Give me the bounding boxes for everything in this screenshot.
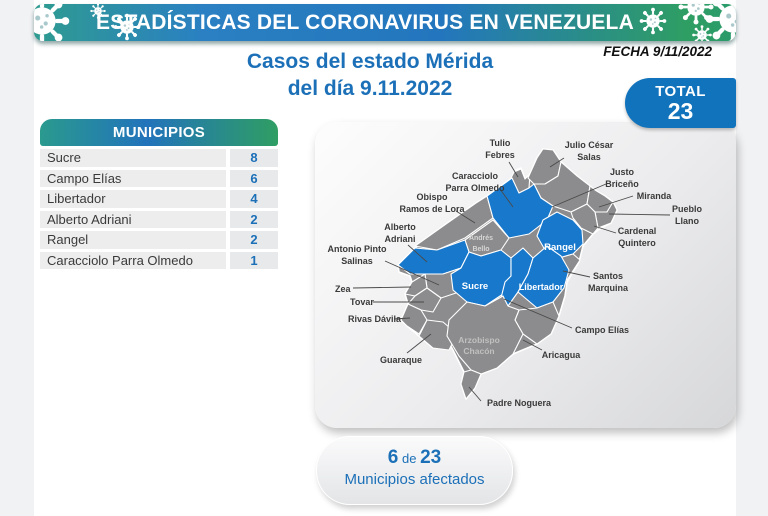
region-label-libertador: Libertador [518,282,564,292]
municipio-name: Sucre [40,149,226,167]
affected-count: 6 [387,447,399,468]
table-row [40,252,278,270]
municipio-count: 4 [230,190,278,208]
map-label-julio-cesar-salas: Julio César Salas [564,140,614,162]
map-label-tulio-febres: Tulio Febres [485,138,515,160]
map-label-campo-elias: Campo Elías [575,325,630,335]
affected-summary-pill [316,436,513,505]
total-badge [625,78,736,128]
left-page-margin [0,0,34,516]
municipio-name: Libertador [40,190,226,208]
region-label-sucre: Sucre [461,281,489,292]
map-label-alberto-adriani: Alberto Adriani [384,222,416,244]
table-row [40,211,278,229]
municipality-padre-noguera [461,370,481,399]
municipio-count: 2 [230,231,278,249]
map-label-padre-noguera: Padre Noguera [487,398,552,408]
map-label-guaraque: Guaraque [379,355,423,365]
affected-total: 23 [420,447,442,468]
map-label-zea: Zea [335,284,351,294]
region-label-andres-bello: Andrés Bello [468,235,494,253]
municipio-count: 2 [230,211,278,229]
map-label-obispo-ramos-de-lora: Obispo Ramos de Lora [399,192,465,214]
region-label-arzobispo-chacon: Arzobispo Chacón [458,335,500,356]
right-page-margin [736,0,768,516]
table-row [40,190,278,208]
page-title [190,48,550,102]
municipio-name: Rangel [40,231,226,249]
map-label-antonio-pinto-salinas: Antonio Pinto Salinas [327,244,387,266]
table-row [40,170,278,188]
table-row [40,231,278,249]
map-label-santos-marquina: Santos Marquina [587,271,629,293]
affected-of: de [401,451,417,466]
affected-count-line [316,447,513,469]
municipio-name: Alberto Adriani [40,211,226,229]
table-row [40,149,278,167]
map-label-rivas-davila: Rivas Dávila [348,314,402,324]
municipios-table [40,119,278,269]
municipios-table-rows [40,149,278,269]
merida-map-card [315,122,736,428]
page-title-line2: del día 9.11.2022 [287,77,453,100]
map-label-tovar: Tovar [350,297,374,307]
date-label: FECHA 9/11/2022 [603,44,712,59]
municipio-count: 1 [230,252,278,270]
leader-line-pueblo-llano [609,214,670,215]
map-label-caracciolo-parra-olmedo: Caracciolo Parra Olmedo [445,171,505,193]
leader-line-zea [353,287,411,288]
map-label-pueblo-llano: Pueblo Llano [671,204,703,226]
total-badge-value: 23 [667,98,694,124]
map-label-cardenal-quintero: Cardenal Quintero [617,226,657,248]
municipio-name: Caracciolo Parra Olmedo [40,252,226,270]
map-label-justo-briceno: Justo Briceño [605,167,639,189]
map-label-miranda: Miranda [636,191,672,201]
municipio-name: Campo Elías [40,170,226,188]
header-banner [34,4,736,41]
total-badge-label: TOTAL [655,83,706,100]
merida-map [315,122,736,428]
map-label-aricagua: Aricagua [541,350,581,360]
municipio-count: 6 [230,170,278,188]
municipio-count: 8 [230,149,278,167]
banner-title: ESTADÍSTICAS DEL CORONAVIRUS EN VENEZUELA [96,11,634,34]
region-label-rangel: Rangel [544,242,576,253]
affected-caption: Municipios afectados [344,471,485,488]
page-title-line1: Casos del estado Mérida [246,50,494,73]
municipios-table-header: MUNICIPIOS [40,119,278,146]
